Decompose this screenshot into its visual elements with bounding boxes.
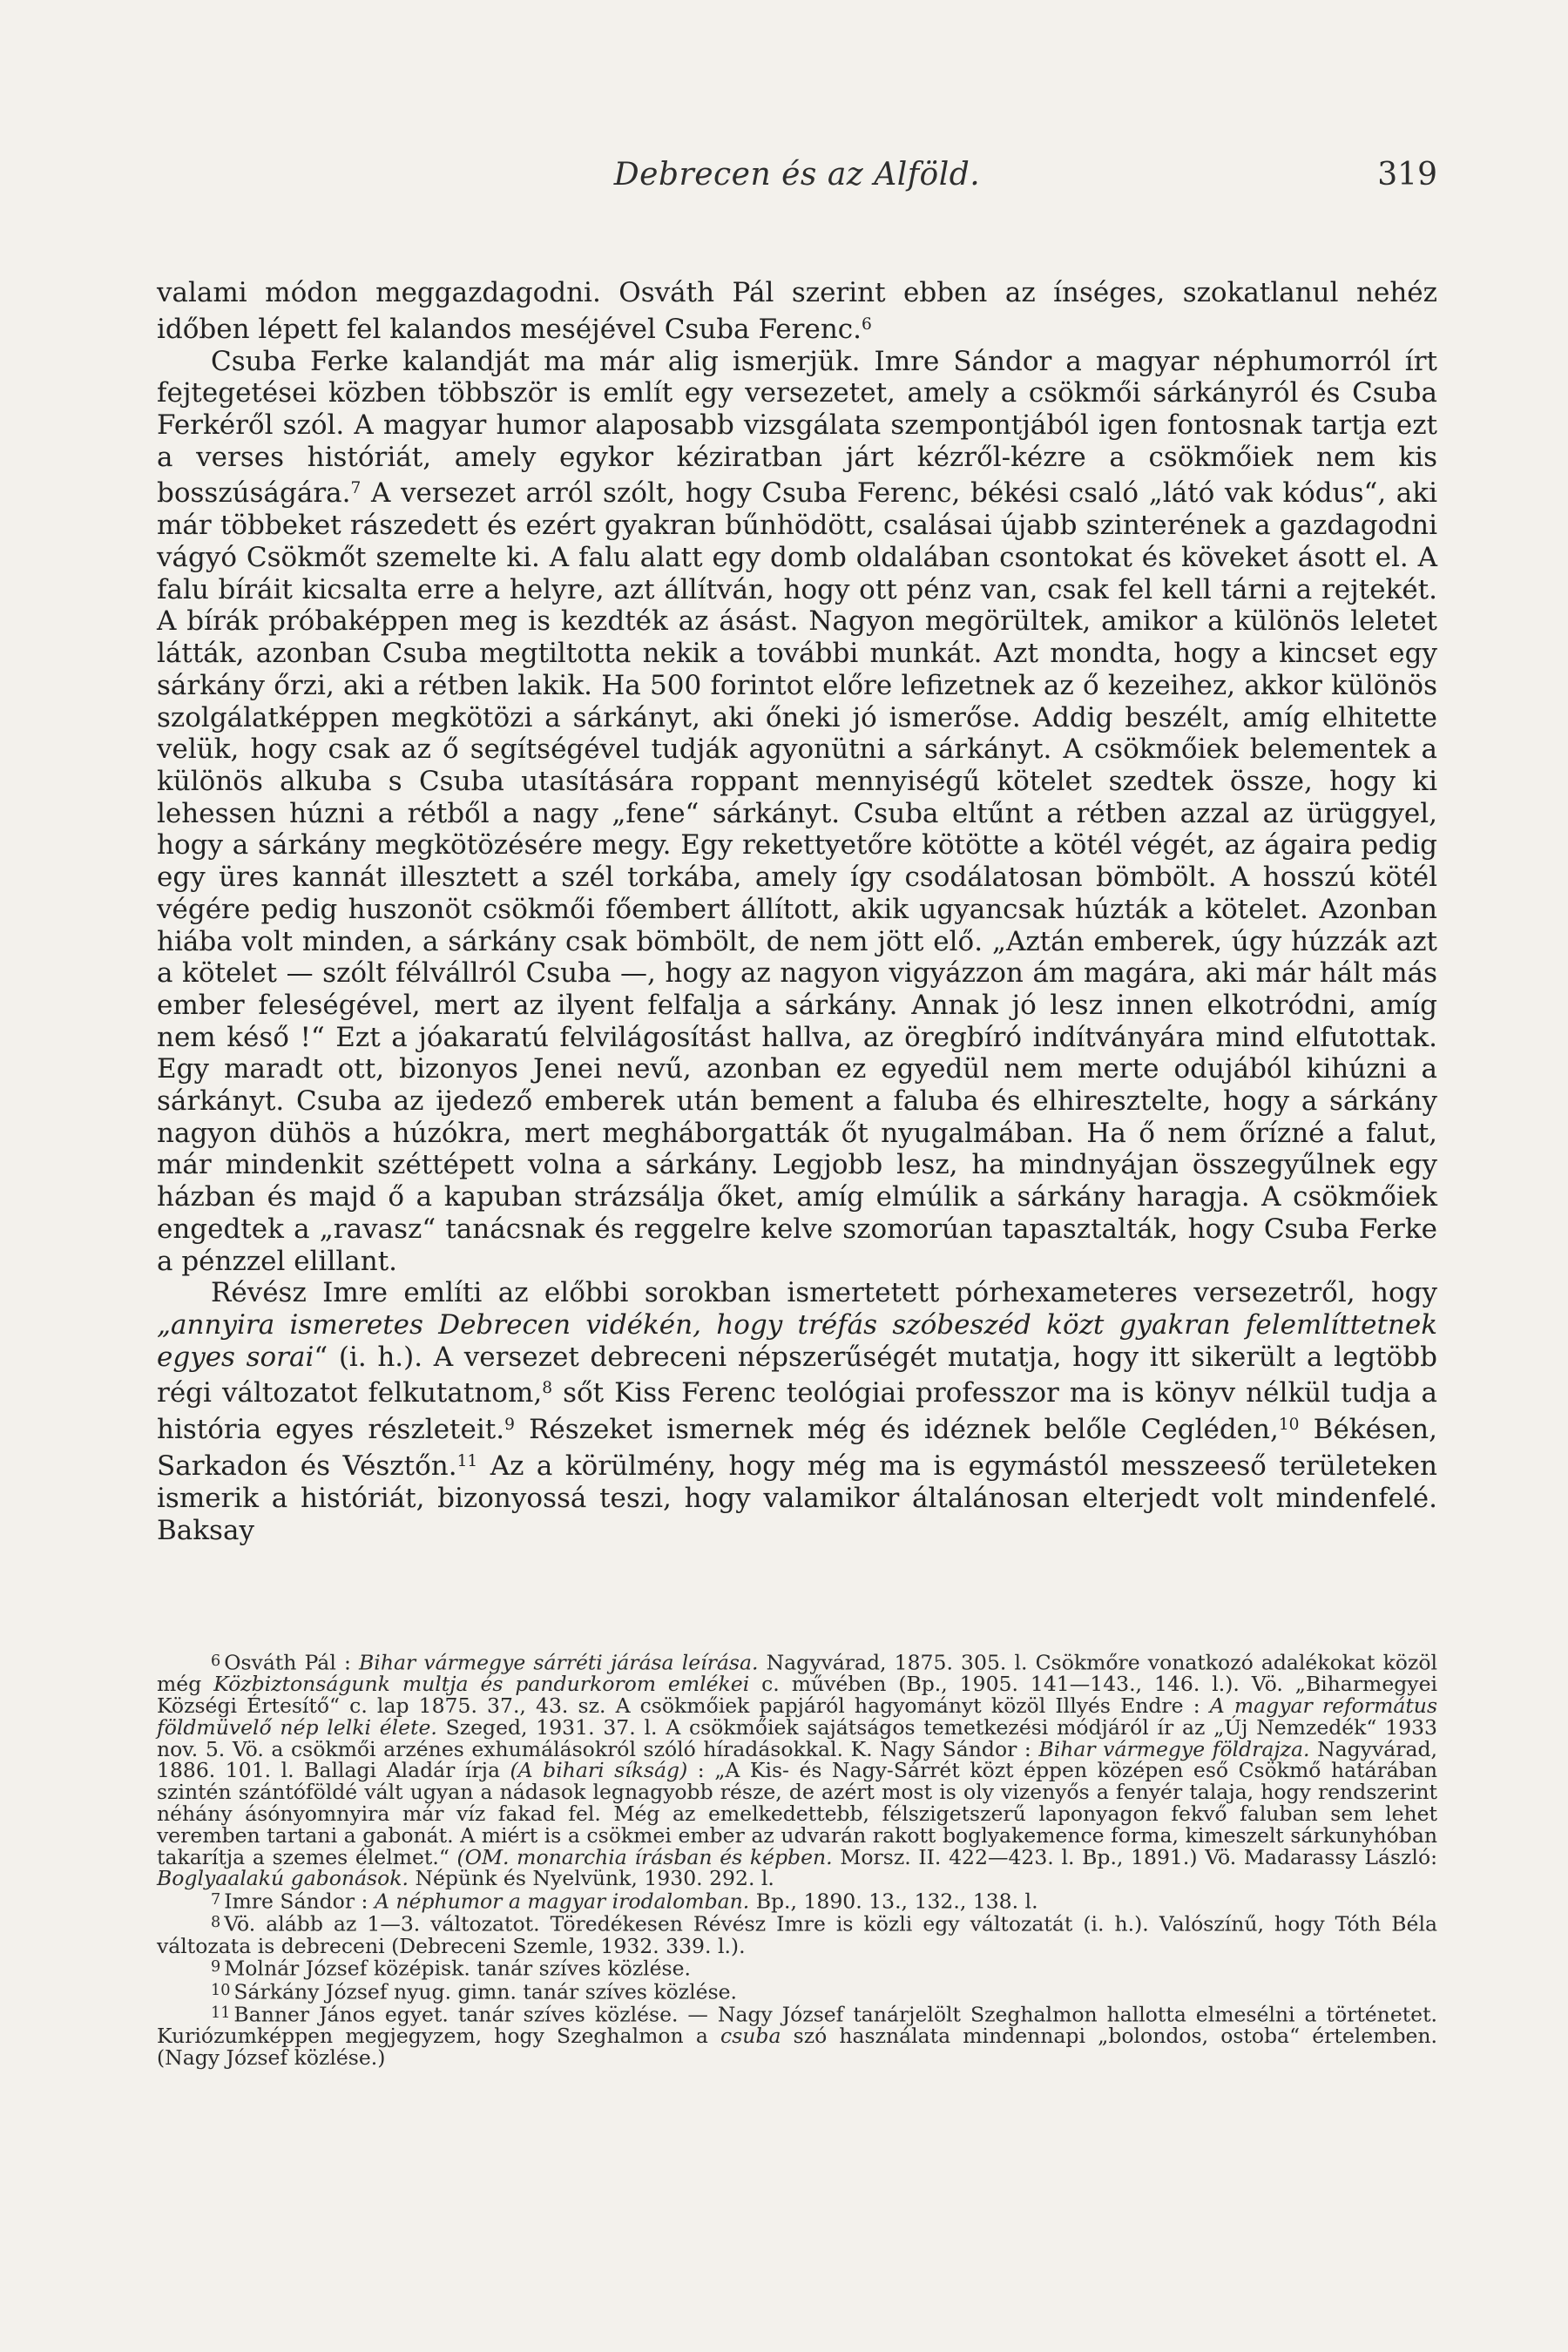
footnotes [157,1651,1437,2069]
page-number: 319 [1377,157,1437,193]
footnote-7 [157,1889,1437,1912]
footnote-ref-10: 10 [1278,1416,1300,1435]
footnote-6 [157,1651,1437,1889]
paragraph-3-text-b: “ (i. h.). A versezet debreceni népszerűségét mutatja, hogy itt sikerült a legtöbb régi változatot felkutatnom, [157,1341,1437,1409]
footnote-ref-8: 8 [542,1379,553,1398]
paragraph-2-text-b: A versezet arról szólt, hogy Csuba Ferenc, békési csaló „látó vak kódus“, aki már többeket rászedett és ezért gyakran bűnhödött, csalásai újabb szinterének a gazdagodni vágyó Csökmőt szemelte ki. A falu alatt egy domb oldalában csontokat és köveket ásott el. A falu bíráit kicsalta erre a helyre, azt állítván, hogy ott pénz van, csak fel kell tárni a rejtekét. A bírák próbaképpen meg is kezdték az ásást. Nagyon megörültek, amikor a különös leletet látták, azonban Csuba megtiltotta nekik a további munkát. Azt mondta, hogy a kincset egy sárkány őrzi, aki a rétben lakik. Ha 500 forintot előre lefizetnek az ő kezeihez, akkor különös szolgálatképpen megkötözi a sárkányt, aki őneki jó ismerőse. Addig beszélt, amíg elhitette velük, hogy csak az ő segítségével tudják agyonütni a sárkányt. A csökmőiek belementek a különös alkuba s Csuba utasítására roppant mennyiségű kötelet szedtek össze, hogy ki lehessen húzni a rétből a nagy „fene“ sárkányt. Csuba eltűnt a rétben azzal az ürüggyel, hogy a sárkány megkötözésére megy. Egy rekettyetőre kötötte a kötél végét, az ágaira pedig egy üres kannát illesztett a szél torkába, amely így csodálatosan bömbölt. A hosszú kötél végére pedig huszonöt csökmői főembert állított, akik ugyancsak húzták a kötelet. Azonban hiába volt minden, a sárkány csak bömbölt, de nem jött elő. „Aztán emberek, úgy húzzák azt a kötelet — szólt félvállról Csuba —, hogy az nagyon vigyázzon ám magára, aki már hált más ember feleségével, mert az ilyent felfalja a sárkány. Annak jó lesz innen elkotródni, amíg nem késő !“ Ezt a jóakaratú felvilágosítást hallva, az öregbíró indítványára mind elfutottak. Egy maradt ott, bizonyos Jenei nevű, azonban ez egyedül nem merte odujából kihúzni a sárkányt. Csuba az ijedező emberek után bement a faluba és elhiresztelte, hogy a sárkány nagyon dühös a húzókra, mert megháborgatták őt nyugalmában. Ha ő nem őrízné a falut, már mindenkit széttépett volna a sárkány. Legjobb lesz, ha mindnyájan összegyűlnek egy házban és majd ő a kapuban strázsálja őket, amíg elmúlik a sárkány haragja. A csökmőiek engedtek a „ravasz“ tanácsnak és reggelre kelve szomorúan tapasztalták, hogy Csuba Ferke a pénzzel elillant. [157,477,1437,1277]
main-text [157,277,1437,1547]
footnote-text: szó használata mindennapi „bolondos, ostoba“ értelemben. (Nagy József közlése.) [157,2023,1437,2070]
footnote-text: Imre Sándor : [224,1889,375,1914]
footnote-marker: 8 [211,1914,221,1932]
footnote-marker: 7 [211,1891,221,1909]
footnote-text: Sárkány József nyug. gimn. tanár szíves közlése. [233,1978,738,2004]
footnote-italic-text: (OM. monarchia írásban és képben. [456,1844,833,1869]
footnote-text: Nagyvárad, 1886. 101. l. Ballagi Aladár írja [157,1736,1438,1783]
footnote-ref-11: 11 [456,1452,478,1471]
paragraph-2-text-a: Csuba Ferke kalandját ma már alig ismerjük. Imre Sándor a magyar néphumorról írt fejtegetései közben többször is említ egy versezetet, amely a csökmői sárkányról és Csuba Ferkéről szól. A magyar humor alaposabb vizsgálata szempontjából igen fontosnak tartja ezt a verses históriát, amely egykor kéziratban járt kézről-kézre a csökmőiek nem kis bosszúságára. [157,345,1437,510]
footnote-9 [157,1957,1437,1979]
footnote-10 [157,1980,1437,2003]
footnote-ref-9: 9 [504,1416,515,1435]
footnote-italic-text: Boglyaalakú gabonások. [157,1866,409,1891]
footnote-text: c. művében (Bp., 1905. 141—143., 146. l.). Vö. „Biharmegyei Községi Értesítő“ c. lap 1875. 37., 43. sz. A csökmőiek papjáról hagyományt közöl Illyés Endre : [157,1672,1437,1718]
footnote-text: Molnár József középisk. tanár szíves közlése. [224,1956,691,1981]
paragraph-3-text-f: Az a körülmény, hogy még ma is egymástól messzeeső területeken ismerik a históriát, bizonyossá teszi, hogy valamikor általánosan elterjedt volt mindenfelé. Baksay [157,1450,1438,1546]
footnote-text: Nagyvárad, 1875. 305. l. Csökmőre vonatkozó adalékokat közöl még [157,1650,1437,1697]
footnote-8 [157,1912,1437,1957]
footnote-italic-text: Bihar vármegye földrajza. [1038,1736,1310,1761]
footnote-text: Szeged, 1931. 37. l. A csökmőiek sajátságos temetkezési módjáról ír az „Új Nemzedék“ 1933 nov. 5. Vö. a csökmői arzénes exhumálásokról szóló híradásokkal. K. Nagy Sándor : [157,1714,1438,1761]
paragraph-3-quote: „annyira ismeretes Debrecen vidékén, hogy tréfás szóbeszéd közt gyakran felemlíttetnek egyes sorai [157,1308,1437,1373]
footnote-marker: 11 [211,2004,231,2022]
footnote-ref-7: 7 [350,479,362,498]
footnote-ref-6: 6 [862,314,872,334]
footnote-text: Osváth Pál : [224,1650,360,1675]
page-header [157,157,1437,209]
footnote-11 [157,2003,1437,2069]
paragraph-1 [157,277,1437,346]
paragraph-3 [157,1277,1437,1546]
paragraph-1-text: valami módon meggazdagodni. Osváth Pál szerint ebben az ínséges, szokatlanul nehéz időben lépett fel kalandos meséjével Csuba Ferenc. [157,277,1437,345]
footnote-italic-text: Bihar vármegye sárréti járása leírása. [359,1650,759,1675]
paragraph-3-text-a: Révész Imre említi az előbbi sorokban ismertetett pórhexameteres versezetről, hogy [211,1277,1437,1309]
footnote-marker: 6 [211,1652,221,1670]
footnote-marker: 9 [211,1958,221,1977]
footnote-text: Morsz. II. 422—423. l. Bp., 1891.) Vö. Madarassy László: [832,1844,1438,1869]
footnote-marker: 10 [211,1981,231,1999]
paragraph-3-text-c: sőt Kiss Ferenc teológiai professzor ma is könyv nélkül tudja a história egyes részleteit. [157,1377,1437,1446]
footnote-text: Vö. alább az 1—3. változatot. Töredékesen Révész Imre is közli egy változatát (i. h.). Valószínű, hogy Tóth Béla változata is debreceni (Debreceni Szemle, 1932. 339. l.). [157,1911,1437,1958]
running-title: Debrecen és az Alföld. [613,157,981,193]
footnote-italic-text: A magyar református földmüvelő nép lelki élete. [157,1693,1437,1740]
paragraph-3-text-d: Részeket ismernek még és idéznek belőle Cegléden, [514,1414,1279,1446]
footnote-text: : „A Kis- és Nagy-Sárrét közt éppen középen eső Csökmő határában szintén szántóföldé vált ugyan a nádasok legnagyobb része, de azért most is oly vizenyős a fenyér talaja, hogy rendszerint néhány ásónyomnyira már víz fakad fel. Még az emelkedettebb, félszigetszerű laponyagon fekvő faluban sem lehet veremben tartani a gabonát. A miért is a csökmei ember az udvarán rakott boglyakemence forma, kimeszelt sárkunyhóban takarítja a szemes élelmet.“ [157,1758,1437,1869]
footnote-text: Banner János egyet. tanár szíves közlése. — Nagy József tanárjelölt Szeghalmon hallotta elmesélni a történetet. Kuriózumképpen megjegyzem, hogy Szeghalmon a [157,2002,1437,2048]
footnote-text: Népünk és Nyelvünk, 1930. 292. l. [408,1866,774,1891]
footnote-italic-text: (A bihari síkság) [510,1758,688,1783]
footnote-italic-text: Közbiztonságunk multja és pandurkorom emlékei [213,1672,750,1697]
paragraph-3-text-e: Békésen, Sarkadon és Vésztőn. [157,1414,1437,1483]
footnote-italic-text: csuba [720,2023,781,2048]
footnote-text: Bp., 1890. 13., 132., 138. l. [749,1889,1038,1914]
footnote-italic-text: A néphumor a magyar irodalomban. [374,1889,750,1914]
paragraph-2 [157,346,1437,1278]
